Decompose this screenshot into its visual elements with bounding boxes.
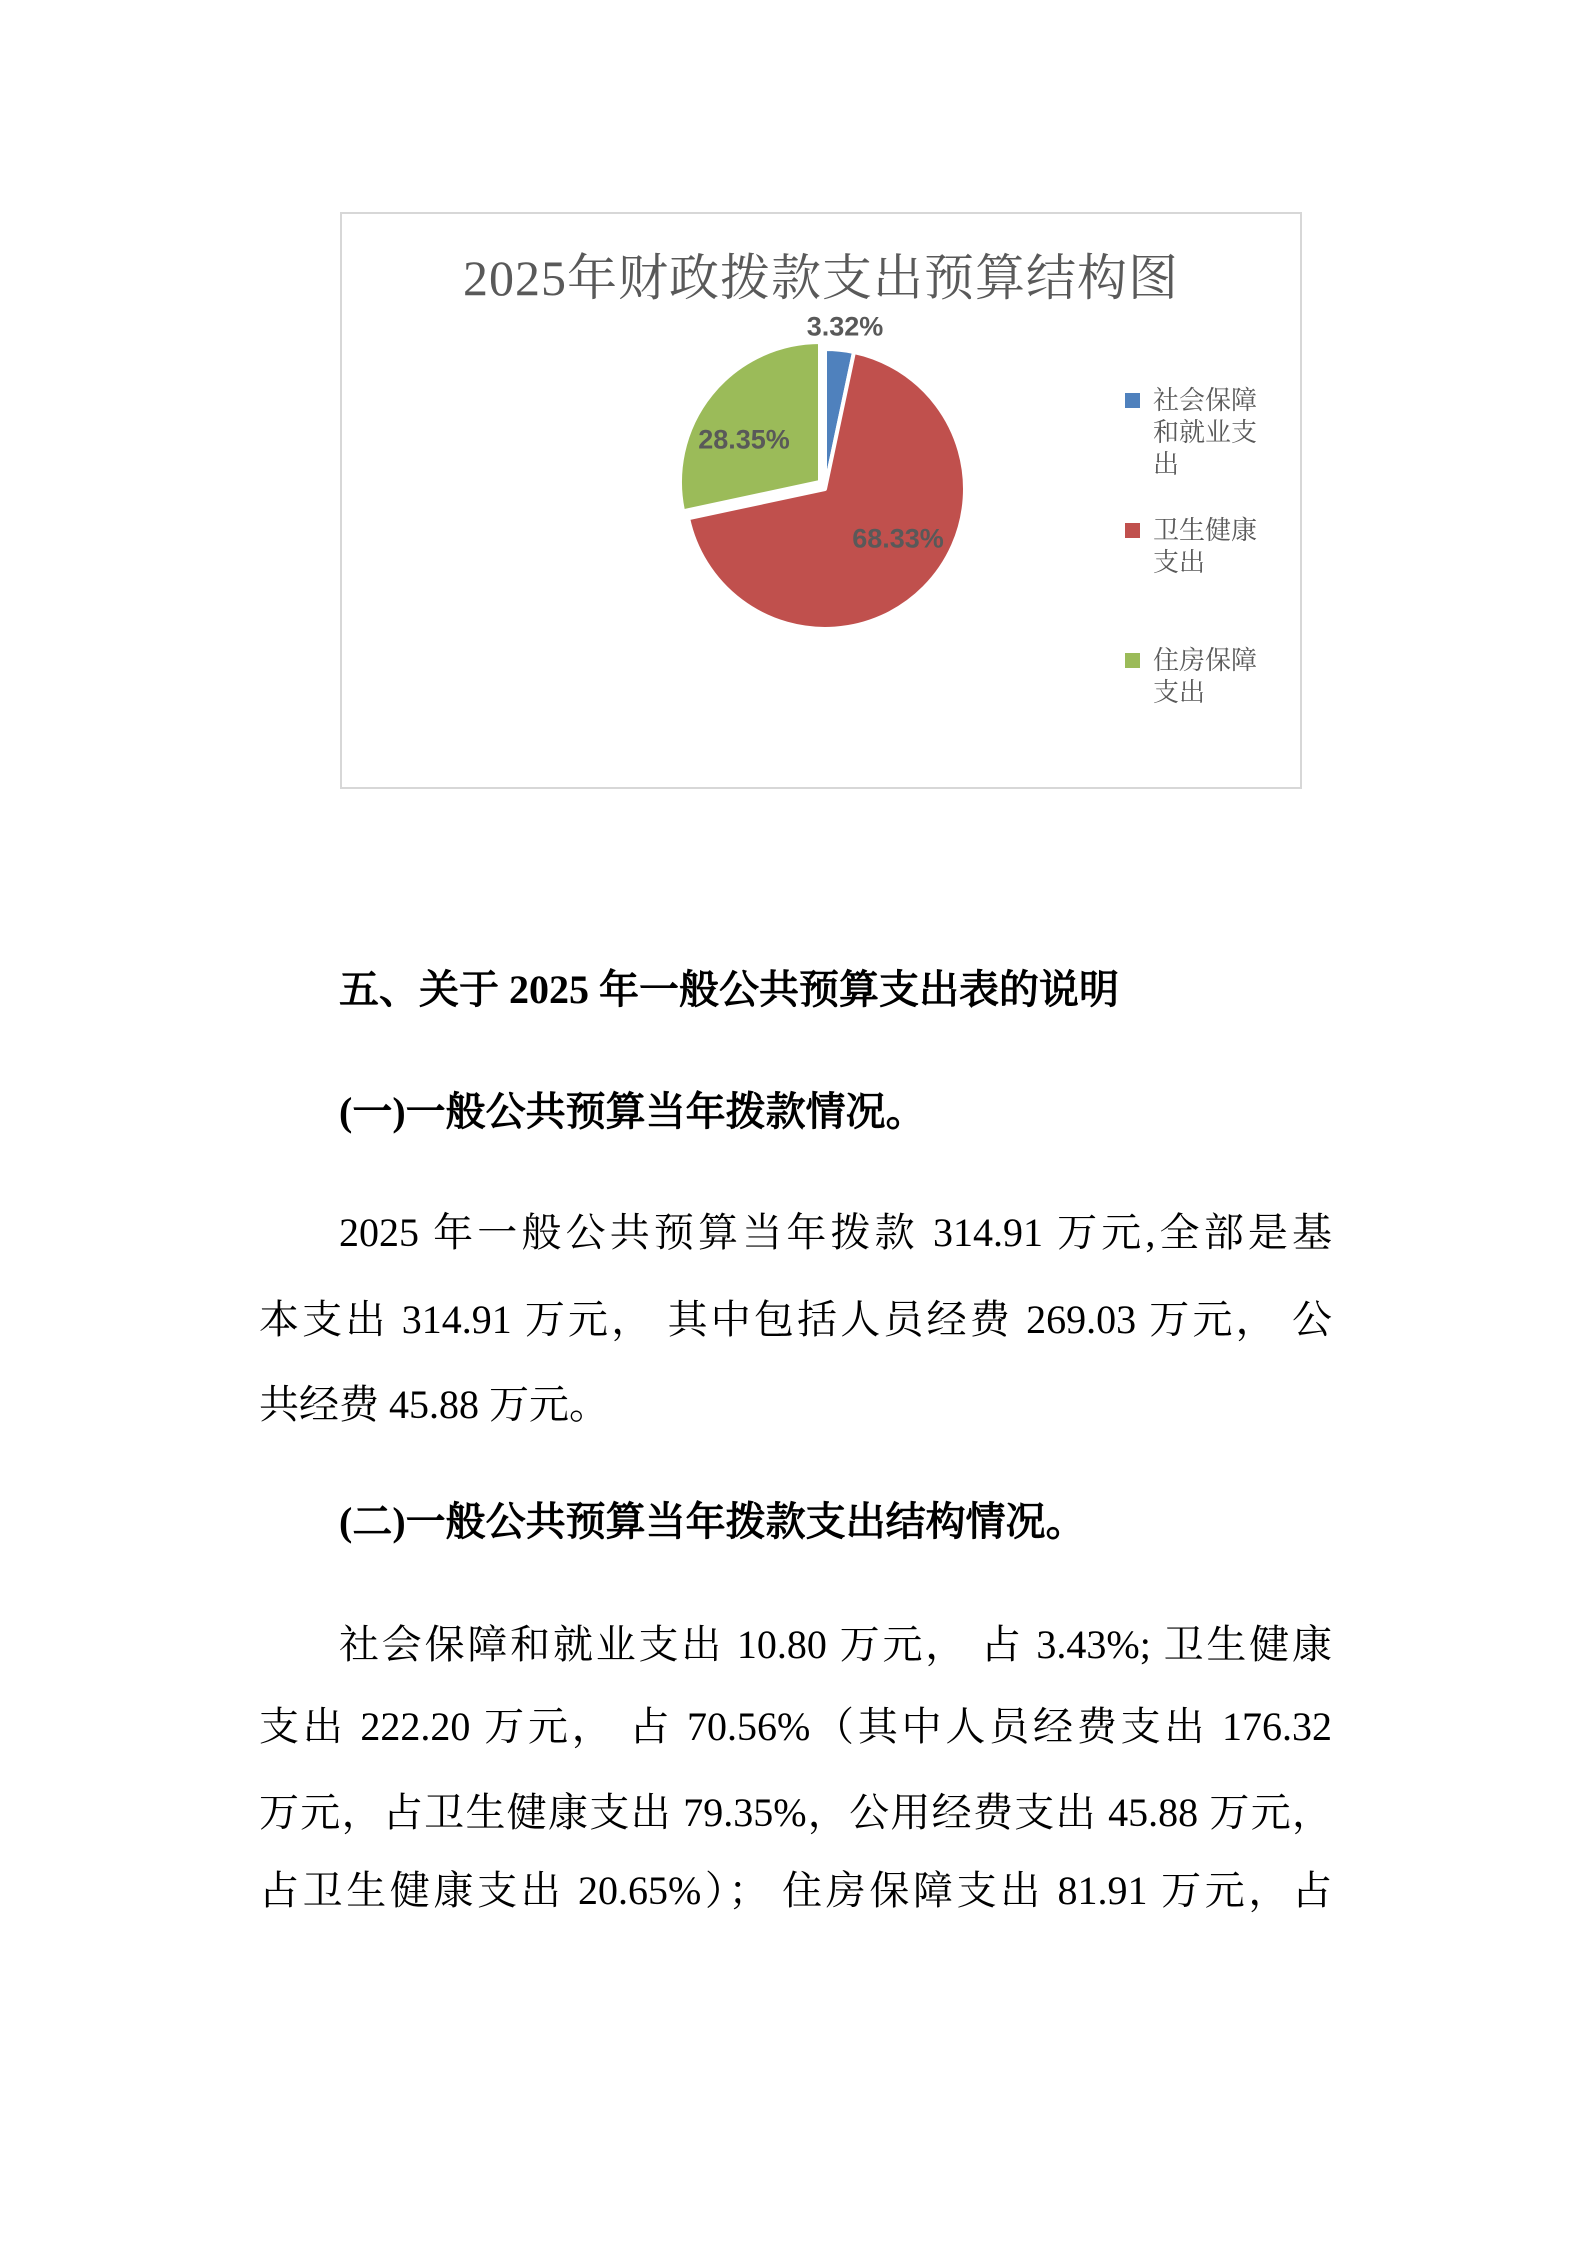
legend-label: 社会保障和就业支出 [1153, 385, 1258, 479]
legend-color-swatch-red [1125, 523, 1140, 538]
doc-para2-line3: 万元，占卫生健康支出 79.35%，公用经费支出 45.88 万元， [259, 1790, 1332, 1835]
legend-label: 卫生健康支出 [1153, 515, 1258, 577]
doc-para1-line1: 2025 年一般公共预算当年拨款 314.91 万元,全部是基 [339, 1210, 1332, 1255]
doc-para2-line2: 支出 222.20 万元， 占 70.56%（其中人员经费支出 176.32 [259, 1704, 1332, 1749]
doc-para1-line2: 本支出 314.91 万元， 其中包括人员经费 269.03 万元， 公 [259, 1297, 1332, 1342]
pie-label-housing: 28.35% [698, 424, 790, 455]
doc-para1-line3: 共经费 45.88 万元。 [259, 1382, 609, 1427]
legend-label: 住房保障支出 [1153, 645, 1258, 707]
doc-para2-line4: 占卫生健康支出 20.65%）； 住房保障支出 81.91 万元，占 [259, 1868, 1332, 1913]
budget-structure-chart [340, 212, 1302, 789]
legend-color-swatch-blue [1125, 393, 1140, 408]
chart-title: 2025年财政拨款支出预算结构图 [463, 250, 1179, 306]
doc-heading-sub1: (一)一般公共预算当年拨款情况。 [339, 1089, 926, 1134]
legend-color-swatch-green [1125, 653, 1140, 668]
doc-heading-sub2: (二)一般公共预算当年拨款支出结构情况。 [339, 1499, 1086, 1544]
doc-heading-section5: 五、关于 2025 年一般公共预算支出表的说明 [339, 967, 1119, 1012]
legend-item-health [1125, 514, 1265, 578]
pie-label-health: 68.33% [852, 523, 944, 554]
pie-label-social-security: 3.32% [806, 311, 884, 342]
legend-item-social-security [1125, 384, 1265, 480]
legend-item-housing [1125, 644, 1265, 708]
doc-para2-line1: 社会保障和就业支出 10.80 万元， 占 3.43%; 卫生健康 [339, 1622, 1332, 1667]
